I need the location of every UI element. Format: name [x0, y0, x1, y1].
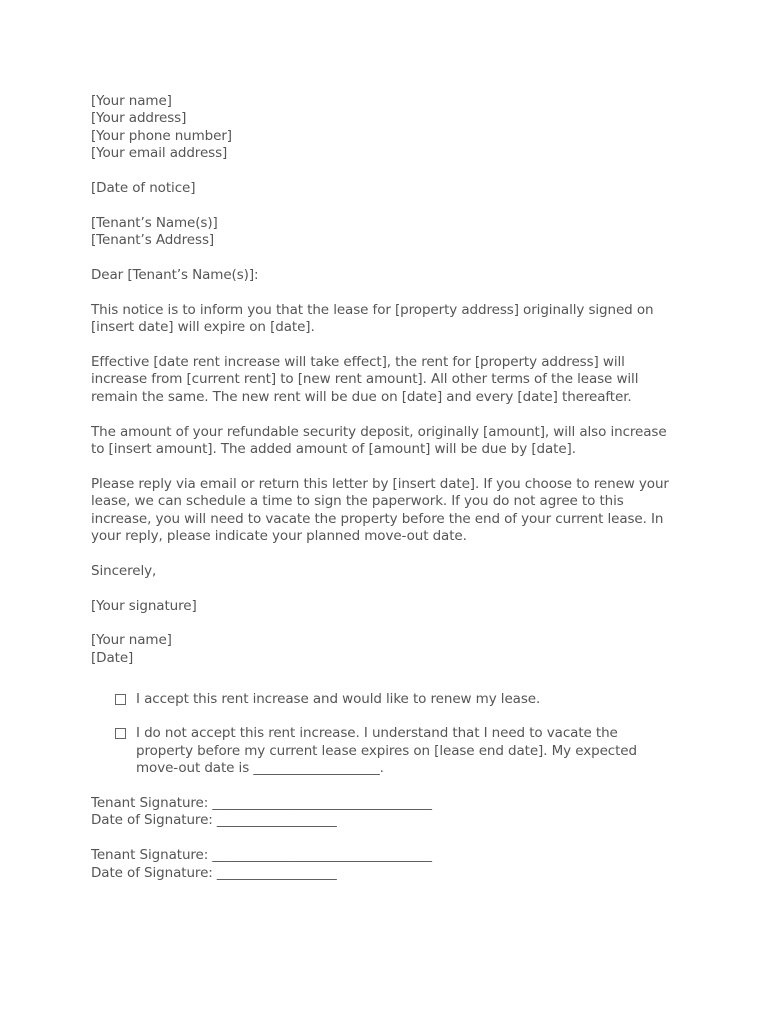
accept-checkbox[interactable]: [115, 694, 126, 705]
sender-email: [Your email address]: [91, 145, 228, 162]
notice-date-block: [91, 180, 691, 197]
tenant-signature-line: Tenant Signature: _________________________________: [91, 795, 432, 812]
signer-block: [91, 632, 691, 667]
tenant-signature-date-line: Date of Signature: __________________: [91, 864, 337, 881]
sender-name: [Your name]: [91, 93, 172, 109]
tenant-signature-line: Tenant Signature: _________________________________: [91, 847, 432, 864]
paragraph-lease-expiry: This notice is to inform you that the lease for [property address] originally signed on [insert date] will expire on [date].: [91, 301, 654, 336]
salutation-block: [91, 267, 691, 284]
paragraph-reply-instructions: Please reply via email or return this letter by [insert date]. If you choose to renew your lease, we can schedule a time to sign the paperwork. If you do not agree to this increase, you will need to vacate the property before the end of your current lease. In your reply, please indicate your planned move-out date.: [91, 475, 669, 545]
notice-date: [Date of notice]: [91, 180, 196, 197]
sender-info: [91, 93, 691, 163]
signer-name: [Your name]: [91, 632, 172, 649]
paragraph-security-deposit: The amount of your refundable security deposit, originally [amount], will also increase to [insert amount]. The added amount of [amount] will be due by [date].: [91, 423, 667, 458]
decline-checkbox[interactable]: [115, 728, 126, 739]
sender-address: [Your address]: [91, 110, 187, 127]
sender-phone: [Your phone number]: [91, 127, 232, 144]
option-decline[interactable]: [91, 725, 666, 777]
option-accept[interactable]: [91, 691, 666, 708]
sender-signature: [Your signature]: [91, 597, 197, 614]
recipient-info: [91, 215, 691, 250]
decline-option-label: I do not accept this rent increase. I understand that I need to vacate the property before my current lease expires on [lease end date]. My expected move-out date is ___________________.: [136, 725, 637, 777]
signature-block: [91, 598, 691, 615]
signer-date: [Date]: [91, 649, 134, 666]
accept-option-label: I accept this rent increase and would like to renew my lease.: [136, 690, 541, 707]
closing-block: [91, 563, 691, 580]
recipient-address: [Tenant’s Address]: [91, 232, 215, 249]
recipient-name: [Tenant’s Name(s)]: [91, 214, 218, 231]
tenant-signature-date-line: Date of Signature: __________________: [91, 812, 337, 829]
paragraph-rent-increase: Effective [date rent increase will take effect], the rent for [property address] will increase from [current rent] to [new rent amount]. All other terms of the lease will remain the same. The new rent will be due on [date] and every [date] thereafter.: [91, 354, 639, 405]
tenant-signature-block-1: [91, 795, 691, 830]
closing: Sincerely,: [91, 562, 157, 579]
rent-increase-letter: [91, 93, 691, 899]
tenant-signature-block-2: [91, 847, 691, 882]
salutation: Dear [Tenant’s Name(s)]:: [91, 267, 259, 284]
